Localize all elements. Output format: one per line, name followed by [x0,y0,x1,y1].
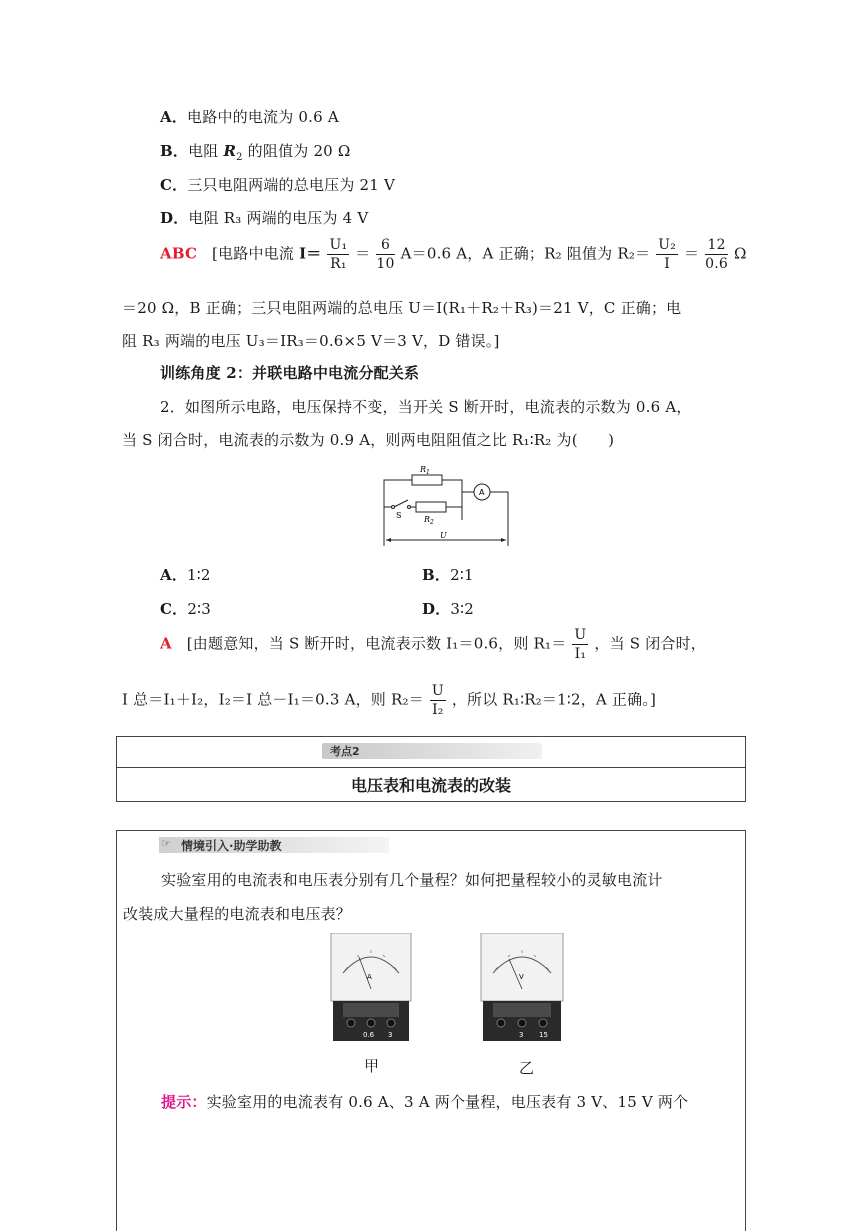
section-heading: 训练角度 2：并联电路中电流分配关系 [160,364,420,382]
option-q1-b: B．电阻 $R_2$ 的阻值为 20 Ω [160,142,351,163]
answer2-line1: A [由题意知，当 S 断开时，电流表示数 I₁＝0.6，则 R₁＝ $\frac{U}{\text{I₁}}$ ，当 S 闭合时， [160,627,707,662]
fraction-u-i1: $\frac{U}{\text{I₁}}$ [574,627,587,662]
question2-line2: 当 S 闭合时，电流表的示数为 0.9 A，则两电阻阻值之比 R₁∶R₂ 为( ) [122,431,615,449]
svg-text:0.6: 0.6 [363,1031,375,1039]
option-q1-c: C．三只电阻两端的总电压为 21 V [160,176,396,194]
question2-line1: 2．如图所示电路，电压保持不变，当开关 S 断开时，电流表的示数为 0.6 A， [160,398,692,416]
ammeter-image [329,933,413,1045]
intro-line1: 实验室用的电流表和电压表分别有几个量程？如何把量程较小的灵敏电流计 [161,871,663,889]
voltmeter-image [479,933,565,1045]
svg-text:R1: $R_1$ [420,465,430,476]
meter2-caption: 乙 [519,1059,535,1077]
kaodian-box [116,736,746,802]
hand-icon: ☞ [161,837,171,850]
svg-text:3: 3 [388,1031,393,1039]
fraction-12-06: $\frac{12}{0.6}$ [705,237,729,272]
svg-text:A: A [479,488,485,497]
intro-tag: ☞ 情境引入·助学助教 [159,837,389,853]
option-q2-b: B．2∶1 [422,566,474,584]
fraction-u2-i: $\frac{\text{U₂}}{I}$ [658,237,677,272]
option-q2-a: A．1∶2 [160,566,211,584]
kaodian-tag: 考点2 [322,743,542,759]
svg-text:V: V [519,973,524,981]
svg-text:U: U [440,531,447,540]
option-q2-c: C．2∶3 [160,600,211,618]
fraction-u-i2: $\frac{U}{\text{I₂}}$ [431,683,444,718]
intro-line2: 改装成大量程的电流表和电压表？ [123,905,352,923]
svg-text:15: 15 [539,1031,548,1039]
svg-text:A: A [367,973,372,981]
hint-line: 提示：实验室用的电流表有 0.6 A、3 A 两个量程，电压表有 3 V、15 V 两个 [161,1093,689,1111]
fraction-u1-r1: $\frac{\text{U₁}}{\text{R₁}}$ [329,237,348,272]
circuit-diagram [372,460,522,552]
intro-box [116,830,746,1231]
svg-text:3: 3 [519,1031,524,1039]
fraction-6-10: $\frac{6}{10}$ [376,237,395,272]
answer1-line2: ＝20 Ω，B 正确；三只电阻两端的总电压 U＝I(R₁＋R₂＋R₃)＝21 V，C 正确；电 [122,299,682,317]
answer1-line1: ABC [电路中电流 I＝ $\frac{\text{U₁}}{\text{R₁}}$ ＝ $\frac{6}{10}$ A＝0.6 A，A 正确；R₂ 阻值为 R₂＝ $\frac{\text{U₂}}{I}$ ＝ $\frac{12}{0.6}$ Ω [160,237,747,272]
answer2-line2: I 总＝I₁＋I₂，I₂＝I 总－I₁＝0.3 A，则 R₂＝ $\frac{U}{\text{I₂}}$ ，所以 R₁∶R₂＝1∶2，A 正确。] [122,683,657,718]
meter1-caption: 甲 [364,1057,380,1075]
option-q1-d: D．电阻 R₃ 两端的电压为 4 V [160,209,369,227]
kaodian-title: 电压表和电流表的改装 [350,776,511,795]
option-q1-a: A．电路中的电流为 0.6 A [160,108,339,126]
answer1-line3: 阻 R₃ 两端的电压 U₃＝IR₃＝0.6×5 V＝3 V，D 错误。] [122,332,500,350]
option-q2-d: D．3∶2 [422,600,475,618]
svg-text:S: S [396,511,402,520]
svg-text:R2: $R_2$ [424,515,434,526]
